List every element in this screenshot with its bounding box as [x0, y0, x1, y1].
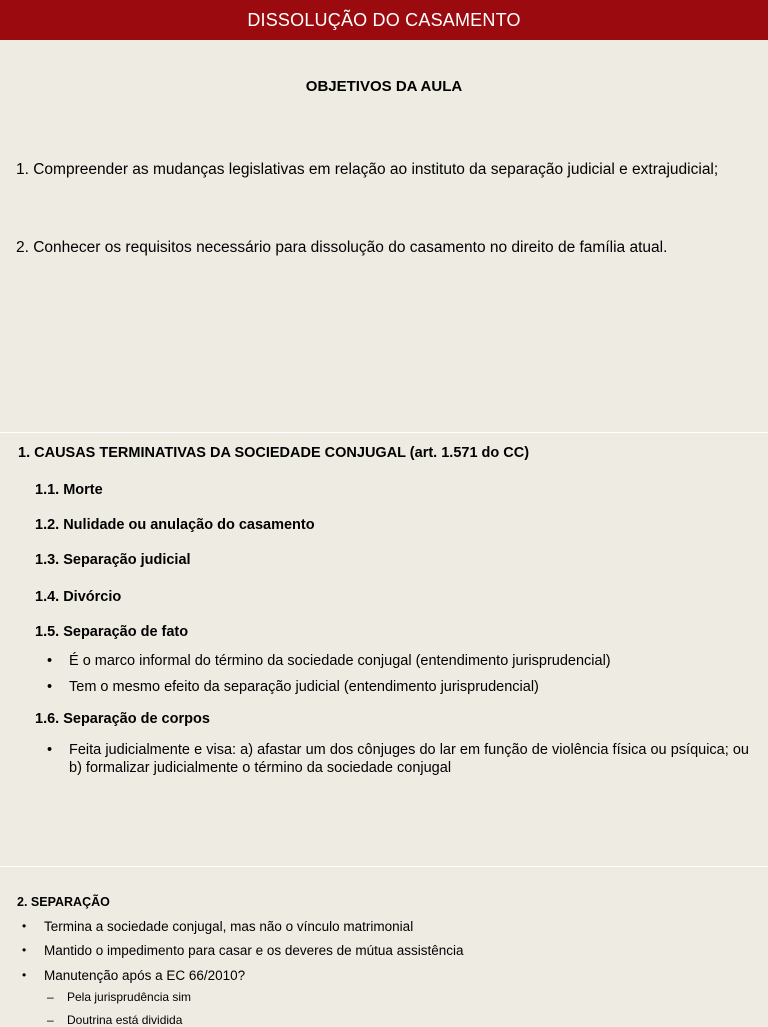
slide-title: OBJETIVOS DA AULA — [305, 78, 463, 95]
bullet-text: Termina a sociedade conjugal, mas não o vínculo matrimonial — [44, 919, 414, 934]
sub-bullet-text: Doutrina está dividida — [67, 1013, 183, 1027]
dash-icon: – — [47, 1013, 54, 1027]
slide-title: 1. CAUSAS TERMINATIVAS DA SOCIEDADE CONJUGAL (art. 1.571 do CC) — [18, 445, 530, 461]
bullet-dot-icon: • — [47, 653, 53, 669]
section-item: 1.4. Divórcio — [35, 589, 122, 605]
bullet-dot-icon: • — [22, 919, 27, 933]
slide-separacao — [0, 867, 768, 1027]
bullet-text: Manutenção após a EC 66/2010? — [44, 968, 246, 983]
section-item: 1.6. Separação de corpos — [35, 711, 210, 727]
bullet-text: Feita judicialmente e visa: a) afastar um dos cônjuges do lar em função de violência física ou psíquica; ou b) formalizar judicialmente o término da sociedade conjugal — [69, 742, 749, 776]
section-item: 1.5. Separação de fato — [35, 624, 189, 640]
slide-causas — [0, 433, 768, 866]
dash-icon: – — [47, 990, 54, 1004]
bullet-dot-icon: • — [22, 943, 27, 957]
objective-item: 2. Conhecer os requisitos necessário para dissolução do casamento no direito de família atual. — [16, 239, 668, 256]
bullet-text: Mantido o impedimento para casar e os deveres de mútua assistência — [44, 943, 464, 958]
objective-item: 1. Compreender as mudanças legislativas em relação ao instituto da separação judicial e extrajudicial; — [16, 161, 719, 178]
bullet-text: É o marco informal do término da sociedade conjugal (entendimento jurisprudencial) — [69, 653, 611, 669]
bullet-text: Tem o mesmo efeito da separação judicial (entendimento jurisprudencial) — [69, 679, 539, 695]
slide-title: 2. SEPARAÇÃO — [17, 895, 110, 909]
section-item: 1.3. Separação judicial — [35, 552, 191, 568]
bullet-dot-icon: • — [47, 679, 53, 695]
document-title: DISSOLUÇÃO DO CASAMENTO — [247, 10, 521, 30]
sub-bullet-text: Pela jurisprudência sim — [67, 990, 192, 1004]
document-header — [0, 0, 768, 40]
section-item: 1.2. Nulidade ou anulação do casamento — [35, 517, 315, 533]
bullet-item — [47, 741, 749, 777]
bullet-dot-icon: • — [47, 742, 53, 758]
bullet-dot-icon: • — [22, 968, 27, 982]
section-item: 1.1. Morte — [35, 482, 103, 498]
slide-objectives — [0, 40, 768, 432]
